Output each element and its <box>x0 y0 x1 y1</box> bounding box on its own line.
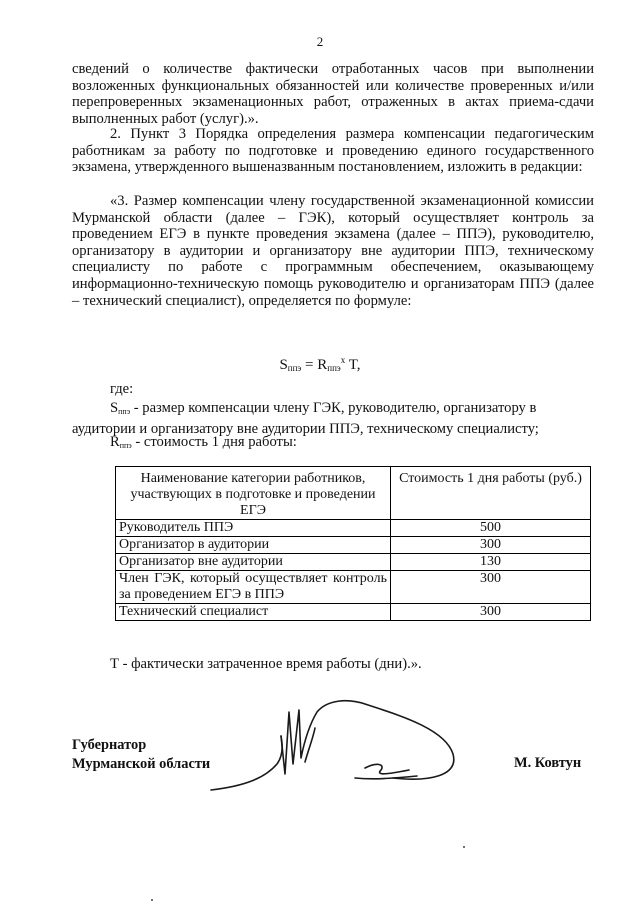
handwritten-signature <box>205 698 465 793</box>
signatory-title <box>72 736 210 774</box>
formula-r-subscript: ппэ <box>327 363 341 373</box>
formula-s-subscript: ппэ <box>287 363 302 373</box>
signatory-name: М. Ковтун <box>514 755 582 771</box>
table-row <box>116 604 591 621</box>
row-category: Организатор вне аудитории <box>116 554 391 571</box>
scan-speck <box>151 899 153 901</box>
paragraph-text: сведений о количестве фактически отработанных часов при выполнении возложенных функциональных обязанностей или количестве проверенных и/или перепроверенных экзаменационных работ, отраженных в актах приема-сдачи выполненных работ (услуг).». <box>72 61 594 127</box>
definition-s-text: - размер компенсации члену ГЭК, руководителю, организатору в аудитории и организатору вне аудитории ППЭ, техническому специалисту; <box>72 400 539 437</box>
page-number: 2 <box>316 34 324 49</box>
row-category: Организатор в аудитории <box>116 537 391 554</box>
row-category: Руководитель ППЭ <box>116 520 391 537</box>
header-cost: Стоимость 1 дня работы (руб.) <box>391 467 591 520</box>
table-row <box>116 520 591 537</box>
definition-s-subscript: ппэ <box>118 407 131 416</box>
scan-speck <box>463 846 465 848</box>
row-cost: 300 <box>391 604 591 621</box>
paragraph-text: 2. Пункт 3 Порядка определения размера компенсации педагогическим работникам за работу по подготовке и проведению единого государственного экзамена, утвержденного вышеназванным постановлением, изложить в редакции: <box>72 126 594 176</box>
definition-s-symbol: S <box>110 400 119 416</box>
paragraph-continuation <box>72 61 594 127</box>
table-row <box>116 554 591 571</box>
cost-table <box>115 466 591 621</box>
table-row <box>116 571 591 604</box>
definition-r-text: - стоимость 1 дня работы: <box>131 434 297 450</box>
formula-s: S <box>279 357 288 373</box>
row-cost: 500 <box>391 520 591 537</box>
table-header-row <box>116 467 591 520</box>
definition-r-subscript: ппэ <box>119 441 132 450</box>
t-definition: Т - фактически затраченное время работы (дни).». <box>110 656 422 672</box>
row-category: Технический специалист <box>116 604 391 621</box>
header-category: Наименование категории работников, участвующих в подготовке и проведении ЕГЭ <box>116 467 391 520</box>
definition-r <box>72 434 594 455</box>
row-cost: 130 <box>391 554 591 571</box>
paragraph-text: «3. Размер компенсации члену государственной экзаменационной комиссии Мурманской области (далее – ГЭК), который осуществляет контроль за проведением ЕГЭ в пункте проведения экзамена (далее – ППЭ), руководителю, организатору в аудитории и организатору вне аудитории ППЭ, техническому специалисту по работе с программным обеспечением, оказывающему информационно-техническую помощь руководителю и организаторам ППЭ (далее – технический специалист), определяется по формуле: <box>72 193 594 309</box>
row-cost: 300 <box>391 571 591 604</box>
formula-t: T, <box>345 357 361 373</box>
paragraph-item-3 <box>72 193 594 309</box>
formula-times: x <box>340 355 346 365</box>
signatory-title-line1: Губернатор <box>72 737 147 753</box>
formula-r: R <box>317 357 328 373</box>
formula-equals: = <box>301 357 318 373</box>
paragraph-item-2 <box>72 126 594 176</box>
table-row <box>116 537 591 554</box>
signatory-title-line2: Мурманской области <box>72 756 211 772</box>
definition-r-symbol: R <box>110 434 120 450</box>
row-cost: 300 <box>391 537 591 554</box>
where-label: где: <box>110 381 134 397</box>
compensation-formula <box>0 355 640 374</box>
definition-s <box>72 400 594 437</box>
row-category: Член ГЭК, который осуществляет контроль за проведением ЕГЭ в ППЭ <box>116 571 391 604</box>
